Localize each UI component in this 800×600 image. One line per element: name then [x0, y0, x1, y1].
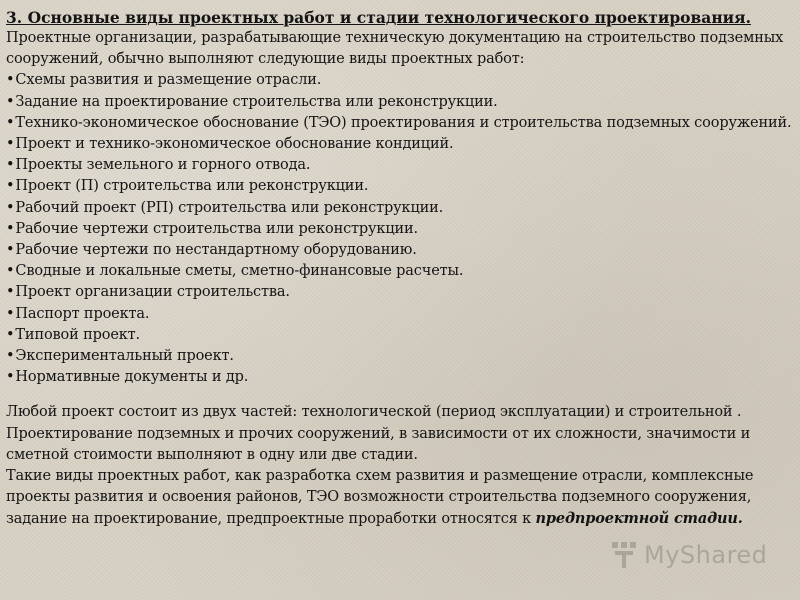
pre-project-text: Такие виды проектных работ, как разработка схем развития и размещение отрасли, комплексные проекты развития и освоения районов, ТЭО возможности строительства подземного сооружения, задание на проектирование, предпроектные проработки относятся к	[6, 468, 754, 528]
list-item: • Нормативные документы и др.	[6, 367, 794, 388]
list-item: • Рабочие чертежи строительства или реконструкции.	[6, 219, 794, 240]
list-item: • Проекты земельного и горного отвода.	[6, 155, 794, 176]
list-item: • Технико-экономическое обоснование (ТЭО) проектирования и строительства подземных сооружений.	[6, 113, 794, 134]
pre-project-stage-emphasis: предпроектной стадии.	[535, 510, 743, 528]
watermark	[610, 540, 767, 570]
list-item: • Рабочие чертежи по нестандартному оборудованию.	[6, 240, 794, 261]
list-item: • Типовой проект.	[6, 325, 794, 346]
list-item: • Проект и технико-экономическое обоснование кондиций.	[6, 134, 794, 155]
intro-paragraph: Проектные организации, разрабатывающие техническую документацию на строительство подземных сооружений, обычно выполняют следующие виды проектных работ:	[6, 30, 784, 68]
list-item: • Паспорт проекта.	[6, 304, 794, 325]
slide-content	[6, 8, 794, 531]
list-item: • Рабочий проект (РП) строительства или реконструкции.	[6, 198, 794, 219]
list-item: • Задание на проектирование строительства или реконструкции.	[6, 92, 794, 113]
spacer	[6, 388, 794, 402]
list-item: • Проект организации строительства.	[6, 282, 794, 303]
work-types-list	[6, 70, 794, 388]
project-parts-paragraph: Любой проект состоит из двух частей: технологической (период эксплуатации) и строительной . Проектирование подземных и прочих сооружений, в зависимости от их сложности, значимости и сметной стоимости выполняют в одну или две стадии.	[6, 404, 751, 463]
list-item: • Экспериментальный проект.	[6, 346, 794, 367]
list-item: • Проект (П) строительства или реконструкции.	[6, 176, 794, 197]
myshared-logo-icon	[610, 540, 638, 570]
pre-project-paragraph	[6, 466, 794, 531]
list-item: • Сводные и локальные сметы, сметно-финансовые расчеты.	[6, 261, 794, 282]
slide-title: 3. Основные виды проектных работ и стадии технологического проектирования.	[6, 8, 752, 27]
watermark-text: MyShared	[644, 541, 768, 569]
list-item: • Схемы развития и размещение отрасли.	[6, 70, 794, 91]
slide-body	[6, 28, 794, 531]
